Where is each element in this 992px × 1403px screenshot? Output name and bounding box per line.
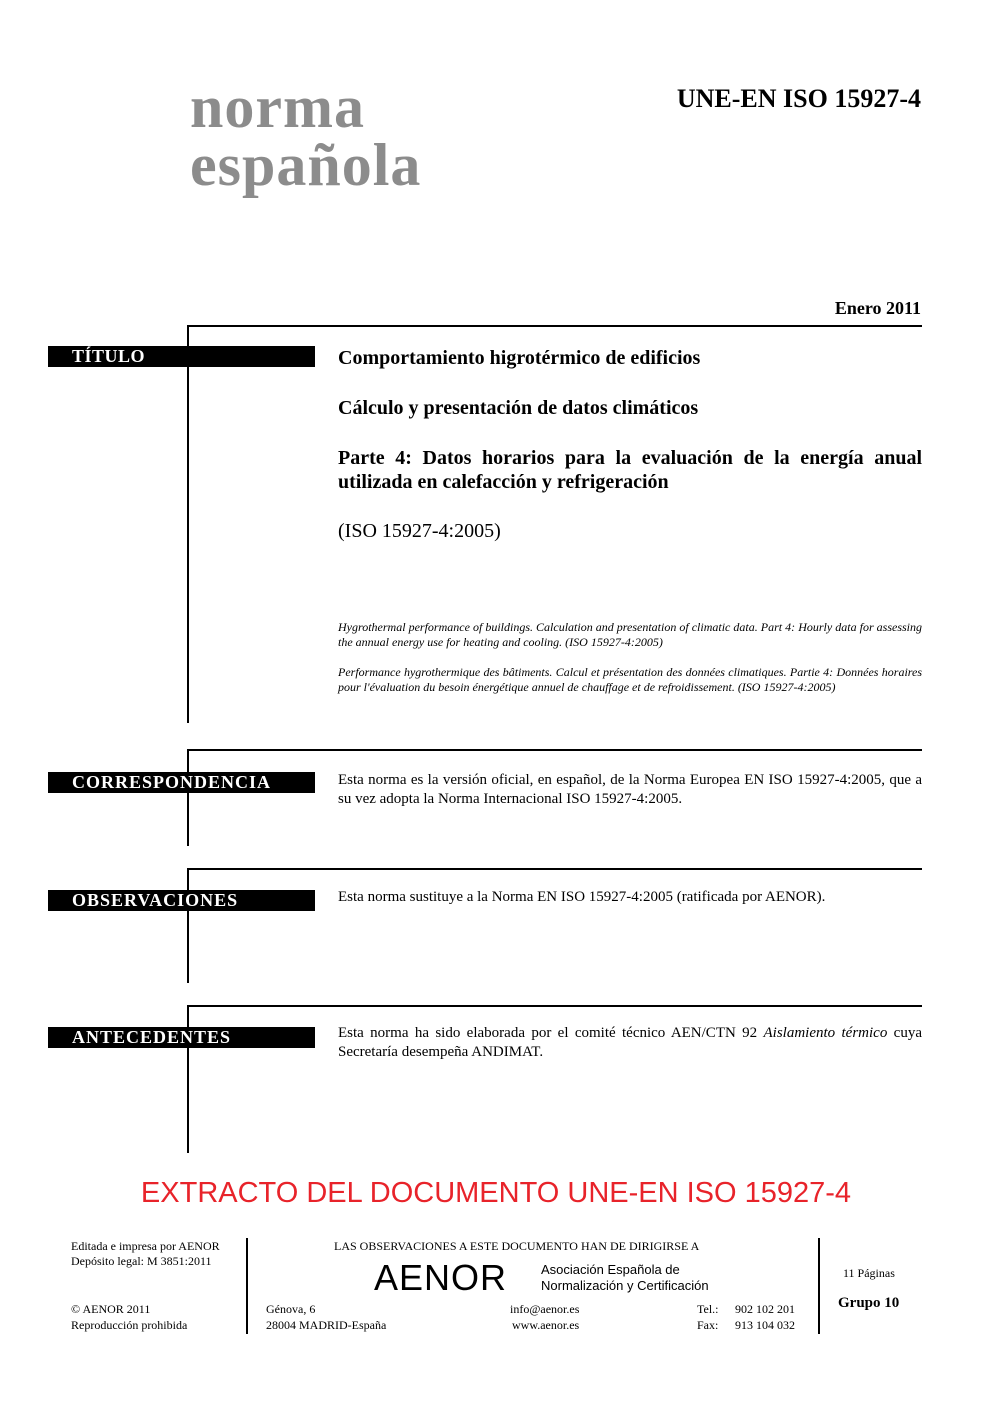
publication-date: Enero 2011: [834, 298, 921, 318]
french-title: Performance hygrothermique des bâtiments. Calcul et présentation des données climatiques. Partie 4: Données horaires pour l'évaluation du besoin énergétique annuel de chauffage et de refroidissement. (ISO 15927-4:2005): [338, 665, 922, 694]
extract-watermark: EXTRACTO DEL DOCUMENTO UNE-EN ISO 15927-4: [140, 1177, 852, 1209]
footer-fax-label: Fax:: [697, 1318, 719, 1332]
antecedentes-committee-name: Aislamiento térmico: [763, 1025, 888, 1041]
aenor-subtitle-line-2: Normalización y Certificación: [541, 1278, 709, 1293]
footer-tel-label: Tel.:: [697, 1302, 719, 1316]
title-sub: Cálculo y presentación de datos climáticos: [338, 397, 699, 419]
footer-website[interactable]: www.aenor.es: [512, 1318, 580, 1332]
footer-page-count: 11 Páginas: [843, 1266, 895, 1280]
section-rule: [187, 325, 189, 723]
title-part: Parte 4: Datos horarios para la evaluación de la energía anual utilizada en calefacción y refrigeración: [338, 447, 922, 493]
footer-divider: [818, 1238, 820, 1334]
section-divider: [187, 749, 922, 751]
brand-line-1: norma: [190, 74, 365, 140]
footer-deposit: Depósito legal: M 3851:2011: [71, 1254, 212, 1268]
footer-address-street: Génova, 6: [266, 1302, 316, 1316]
section-label-antecedentes: ANTECEDENTES: [48, 1027, 315, 1048]
footer-copyright: © AENOR 2011: [71, 1302, 151, 1316]
section-rule: [187, 868, 189, 983]
title-main: Comportamiento higrotérmico de edificios: [338, 347, 701, 369]
brand-line-2: española: [190, 132, 422, 198]
footer-tel: 902 102 201: [735, 1302, 795, 1316]
aenor-logo-subtitle: [541, 1262, 709, 1294]
footer-email[interactable]: info@aenor.es: [510, 1302, 580, 1316]
antecedentes-text: [338, 1024, 922, 1062]
footer-group: Grupo 10: [838, 1295, 900, 1311]
document-number: UNE-EN ISO 15927-4: [676, 84, 921, 113]
antecedentes-text-end: cuya Secretaría desempeña ANDIMAT.: [338, 1025, 922, 1060]
section-divider: [187, 868, 922, 870]
footer-fax: 913 104 032: [735, 1318, 795, 1332]
section-rule: [187, 749, 189, 846]
section-label-correspondencia: CORRESPONDENCIA: [48, 772, 315, 793]
section-label-observaciones: OBSERVACIONES: [48, 890, 315, 911]
brand-title: [190, 74, 422, 198]
english-title: Hygrothermal performance of buildings. Calculation and presentation of climatic data. Part 4: Hourly data for assessing the annual energy use for heating and cooling. (ISO 15927-4:2005): [338, 620, 922, 649]
aenor-logo: AENOR: [374, 1257, 508, 1298]
observaciones-text: Esta norma sustituye a la Norma EN ISO 15927-4:2005 (ratificada por AENOR).: [338, 889, 826, 905]
section-divider: [187, 325, 922, 327]
footer-address-city: 28004 MADRID-España: [266, 1318, 387, 1332]
aenor-subtitle-line-1: Asociación Española de: [541, 1262, 680, 1277]
correspondencia-text: Esta norma es la versión oficial, en español, de la Norma Europea EN ISO 15927-4:2005, que a su vez adopta la Norma Internacional ISO 15927-4:2005.: [338, 772, 922, 807]
section-divider: [187, 1005, 922, 1007]
antecedentes-text-start: Esta norma ha sido elaborada por el comité técnico AEN/CTN 92: [338, 1025, 764, 1041]
iso-reference: (ISO 15927-4:2005): [338, 520, 501, 542]
footer-notice: LAS OBSERVACIONES A ESTE DOCUMENTO HAN DE DIRIGIRSE A: [334, 1239, 700, 1253]
footer-divider: [246, 1238, 248, 1334]
section-label-titulo: TÍTULO: [48, 346, 315, 367]
footer-reproduction: Reproducción prohibida: [71, 1318, 188, 1332]
footer-edited: Editada e impresa por AENOR: [71, 1239, 220, 1253]
